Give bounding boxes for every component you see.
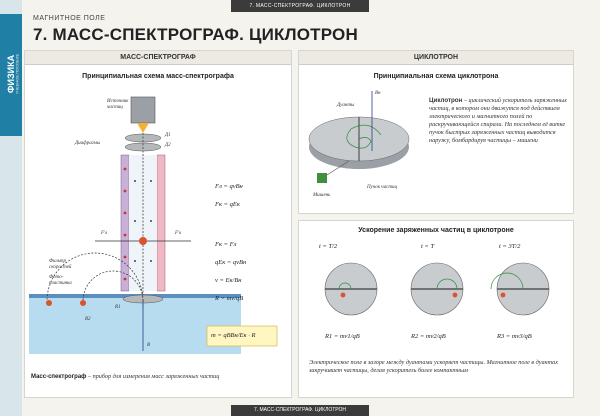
label-photo-2: пластинка — [49, 281, 72, 286]
label-fk: F'к — [175, 231, 182, 236]
stage-1 — [325, 263, 377, 315]
label-bn: Bн — [375, 91, 381, 96]
plate-left — [121, 155, 129, 291]
time-2: t = T — [421, 243, 435, 250]
hit-1 — [80, 300, 86, 306]
subject-label: МАГНИТНОЕ ПОЛЕ — [33, 15, 106, 22]
label-diaphragms: Диафрагмы — [75, 141, 101, 146]
accel-title: Ускорение заряженных частиц в циклотроне — [358, 227, 514, 234]
cyclotron-definition — [429, 97, 569, 145]
label-d1: Д1 — [165, 133, 171, 138]
page-title: 7. МАСС-СПЕКТРОГРАФ. ЦИКЛОТРОН — [33, 25, 358, 44]
hit-2 — [46, 300, 52, 306]
label-source: Источник — [107, 99, 129, 104]
label-d2: Д2 — [165, 143, 171, 148]
label-beam: Пучок частиц — [367, 185, 398, 190]
cyclotron-text: – циклический ускоритель заряженных частиц, в котором они движутся под действием электрического и магнитного полей по раскручивающейся спирали. На последнем её витке пучок быстрых заряженных частиц выводится наружу, бомбардируя частицы – мишени — [429, 97, 567, 144]
section-header-left: МАСС-СПЕКТРОГРАФ — [25, 51, 291, 65]
cyclotron-panel — [298, 50, 574, 214]
stage-3 — [491, 263, 549, 315]
sidebar — [0, 0, 22, 416]
formula-1: Fл = qvBн — [215, 183, 243, 190]
sidebar-subtitle: УЧЕБНОЕ ПОСОБИЕ — [14, 53, 20, 95]
target — [317, 173, 327, 183]
sidebar-title: ФИЗИКА — [6, 54, 16, 94]
formula-2: Fк = qEк — [215, 201, 240, 208]
acceleration-note: Электрическое поле в зазоре между дуантами ускоряет частицы. Магнитное поле в дуантах закручивает частицы, делая ускоритель более компактным — [309, 359, 558, 374]
acceleration-panel — [298, 220, 574, 398]
formula-6: R = mv/qB — [215, 295, 244, 302]
label-filter-2: скоростей — [49, 265, 72, 270]
label-fl: F'л — [101, 231, 108, 236]
formula-3: Fк = Fл — [215, 241, 237, 248]
formula-5: v = Eк/Bн — [215, 277, 242, 284]
particle — [139, 237, 147, 245]
section-header-right: ЦИКЛОТРОН — [299, 51, 573, 65]
footer-label: 7. МАСС-СПЕКТРОГРАФ. ЦИКЛОТРОН — [231, 405, 369, 416]
sidebar-tab — [0, 14, 22, 136]
stage-2 — [411, 263, 463, 315]
radius-2: R2 = mv2/qB — [411, 333, 446, 340]
particle-source — [131, 97, 155, 123]
right-subtitle: Принципиальная схема циклотрона — [373, 73, 499, 80]
label-b: B — [147, 343, 151, 348]
label-duants: Дуанты — [337, 103, 355, 108]
time-1: t = T/2 — [319, 243, 338, 250]
spectrograph-diagram — [25, 51, 293, 399]
formula-4: qEк = qvBн — [215, 259, 247, 266]
cyclotron-term: Циклотрон — [429, 97, 463, 104]
radius-3: R3 = mv3/qB — [497, 333, 532, 340]
label-photo: Фото- — [49, 275, 64, 280]
definition-text: – прибор для измерения масс заряженных частиц — [86, 373, 220, 380]
definition-left — [31, 373, 289, 381]
label-filter: Фильтр — [49, 259, 67, 264]
mass-formula: m = qBBн/Eк · R — [211, 332, 256, 339]
label-r2: R2 — [85, 317, 91, 322]
radius-1: R1 = mv1/qB — [325, 333, 360, 340]
time-3: t = 3T/2 — [499, 243, 521, 250]
definition-term: Масс-спектрограф — [31, 374, 87, 380]
label-source-2: частиц — [107, 105, 123, 110]
left-subtitle: Принципиальная схема масс-спектрографа — [82, 73, 234, 80]
top-label: 7. МАСС-СПЕКТРОГРАФ. ЦИКЛОТРОН — [231, 0, 369, 12]
source-arrow — [137, 123, 149, 133]
plate-right — [157, 155, 165, 291]
label-r1: R1 — [115, 305, 121, 310]
label-target: Мишень — [313, 193, 331, 198]
mass-spectrograph-panel — [24, 50, 292, 398]
